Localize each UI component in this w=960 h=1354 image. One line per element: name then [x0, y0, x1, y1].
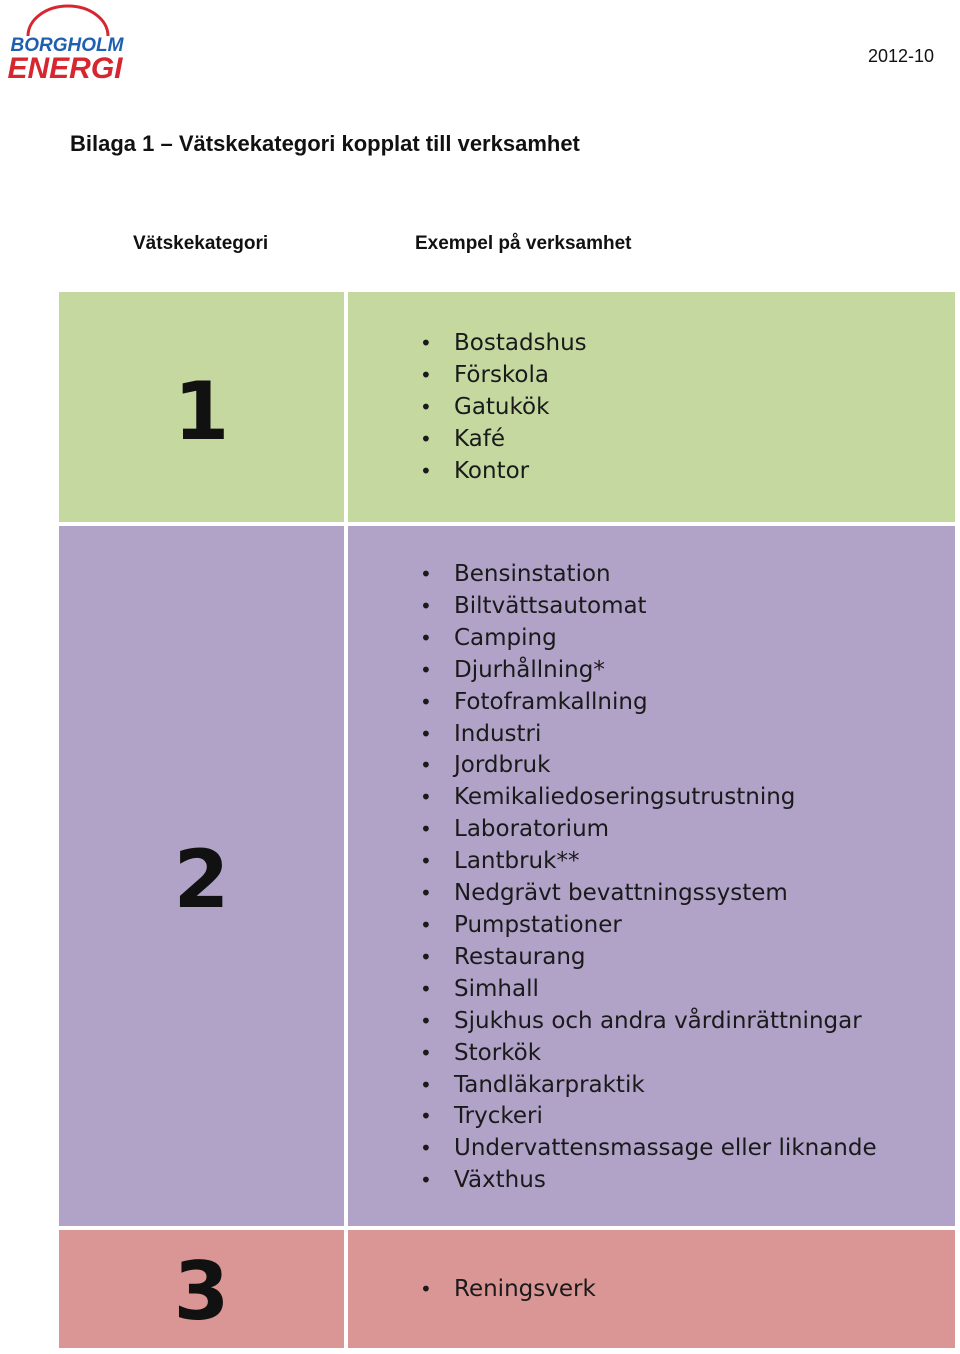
logo-graphic: [4, 4, 130, 82]
bullet-icon: •: [420, 657, 432, 682]
list-item: [348, 1070, 955, 1102]
list-item: [348, 814, 955, 846]
bullet-icon: •: [420, 426, 432, 451]
bullet-icon: •: [420, 721, 432, 746]
column-header-category: Vätskekategori: [133, 233, 269, 254]
list-item: [348, 655, 955, 687]
bullet-icon: •: [420, 912, 432, 937]
list-item: [348, 559, 955, 591]
bullet-icon: •: [420, 1277, 432, 1301]
bullet-icon: •: [420, 849, 432, 874]
list-item-label: Reningsverk: [454, 1276, 596, 1302]
list-item: [348, 424, 955, 456]
logo-line1: BORGHOLM: [10, 35, 124, 56]
list-item-label: Gatukök: [454, 393, 550, 420]
list-item: [348, 782, 955, 814]
list-item: [348, 1274, 955, 1306]
logo-line2: ENERGI: [7, 52, 123, 82]
list-item: [348, 719, 955, 751]
bullet-icon: •: [420, 593, 432, 618]
list-item-label: Bostadshus: [454, 330, 587, 356]
list-item-label: Bensinstation: [454, 561, 611, 587]
list-item-label: Restaurang: [454, 943, 586, 970]
list-item-label: Tryckeri: [454, 1103, 543, 1130]
column-header-examples: Exempel på verksamhet: [415, 233, 632, 254]
bullet-icon: •: [420, 331, 432, 355]
category-number-2: 2: [173, 833, 230, 926]
list-item-label: Simhall: [454, 975, 539, 1002]
list-item-label: Nedgrävt bevattningssystem: [454, 880, 788, 907]
list-item: [348, 687, 955, 719]
examples-list-1: [348, 328, 955, 488]
list-item-label: Biltvättsautomat: [454, 592, 647, 619]
bullet-icon: •: [420, 458, 432, 483]
bullet-icon: •: [420, 944, 432, 969]
list-item: [348, 360, 955, 392]
bullet-icon: •: [420, 562, 432, 586]
list-item: [348, 846, 955, 878]
list-item: [348, 1038, 955, 1070]
list-item-label: Kemikaliedoseringsutrustning: [454, 784, 796, 811]
list-item: [348, 1133, 955, 1165]
bullet-icon: •: [420, 362, 432, 387]
list-item: [348, 392, 955, 424]
bullet-icon: •: [420, 1072, 432, 1097]
bullet-icon: •: [420, 689, 432, 714]
list-item: [348, 750, 955, 782]
document-date: 2012-10: [868, 46, 935, 66]
list-item-label: Laboratorium: [454, 816, 610, 843]
list-item-label: Lantbruk**: [454, 848, 580, 875]
bullet-icon: •: [420, 976, 432, 1001]
bullet-icon: •: [420, 881, 432, 906]
list-item: [348, 328, 955, 360]
list-item-label: Jordbruk: [454, 752, 551, 779]
list-item-label: Kontor: [454, 457, 530, 484]
bullet-icon: •: [420, 1040, 432, 1065]
list-item-label: Undervattensmassage eller liknande: [454, 1135, 877, 1162]
borgholm-energi-logo: [4, 4, 130, 82]
list-item-label: Fotoframkallning: [454, 688, 648, 715]
bullet-icon: •: [420, 1136, 432, 1161]
bullet-icon: •: [420, 753, 432, 778]
list-item-label: Förskola: [454, 361, 549, 388]
list-item: [348, 1101, 955, 1133]
list-item: [348, 910, 955, 942]
list-item-label: Industri: [454, 720, 542, 747]
list-item-label: Pumpstationer: [454, 911, 622, 938]
list-item-label: Camping: [454, 624, 557, 651]
bullet-icon: •: [420, 817, 432, 842]
list-item: [348, 456, 955, 488]
list-item: [348, 1165, 955, 1197]
bullet-icon: •: [420, 785, 432, 810]
list-item: [348, 1006, 955, 1038]
list-item: [348, 591, 955, 623]
category-number-1: 1: [173, 365, 230, 458]
list-item: [348, 878, 955, 910]
list-item: [348, 974, 955, 1006]
list-item-label: Kafé: [454, 425, 506, 452]
list-item: [348, 623, 955, 655]
list-item-label: Storkök: [454, 1039, 542, 1066]
bullet-icon: •: [420, 1168, 432, 1193]
bullet-icon: •: [420, 625, 432, 650]
category-number-3: 3: [173, 1245, 230, 1338]
list-item-label: Sjukhus och andra vårdinrättningar: [454, 1007, 862, 1034]
bullet-icon: •: [420, 1008, 432, 1033]
list-item: [348, 942, 955, 974]
bullet-icon: •: [420, 394, 432, 419]
list-item-label: Växthus: [454, 1167, 546, 1194]
list-item-label: Tandläkarpraktik: [454, 1071, 645, 1098]
bullet-icon: •: [420, 1104, 432, 1129]
document-title: Bilaga 1 – Vätskekategori kopplat till verksamhet: [70, 131, 580, 156]
list-item-label: Djurhållning*: [454, 656, 605, 683]
examples-list-3: [348, 1274, 955, 1306]
examples-list-2: [348, 559, 955, 1197]
